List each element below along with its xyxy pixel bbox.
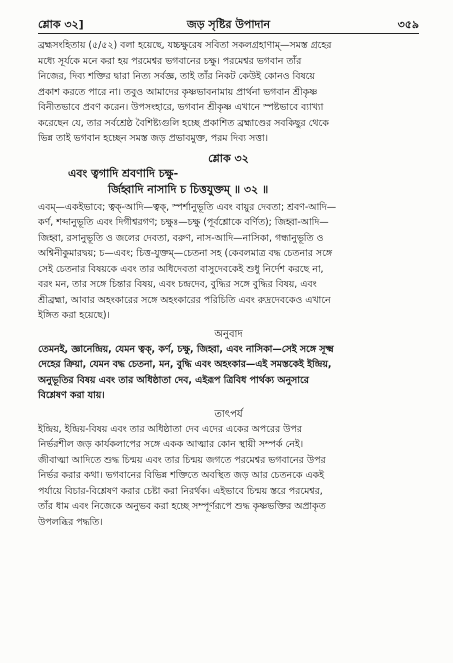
verse-text (38, 166, 419, 198)
intro-paragraph (38, 38, 419, 147)
verse-title: শ্লোক ৩২ (208, 151, 249, 165)
text-line: বিনীতভাবে প্রবণ করেন। উপসংহারে, ভগবান শ্রীকৃষ্ণ এখানে স্পষ্টভাবে ব্যাখ্যা (38, 102, 324, 113)
text-line: বরং মন, তার সঙ্গে চিন্তার বিষয়, এবং চন্দ্রদেব, বুদ্ধির সঙ্গে বুদ্ধির বিষয়, এবং (38, 279, 317, 290)
page-number: ৩৫৯ (397, 18, 419, 31)
text-line: তেমনই, জ্ঞানেন্দ্রিয়, যেমন ত্বক্, কর্ণ, চক্ষু, জিহ্বা, এবং নাসিকা—সেই সঙ্গে সূক্ষ্ম (38, 343, 334, 355)
text-line: পর্যায়ে বিচার-বিশ্লেষণ করার চেষ্টা করা নিরর্থক। এইভাবে চিন্ময় স্তরে পরমেশ্বর, (38, 485, 323, 497)
text-line: অনুভূতির বিষয় এবং তার অধিষ্ঠাতা দেব, এইরূপ ত্রিবিধ পার্থক্য অনুসারে (38, 374, 309, 386)
text-line: তাঁর ধাম এবং নিজেকে অনুভব করা হচ্ছে সম্পূর্ণরূপে শুদ্ধ কৃষ্ণভক্তির অপ্রাকৃত (38, 501, 326, 512)
text-line: ভিন্ন তাই ভগবান হচ্ছেন সমস্ত জড় প্রভাবমুক্ত, পরম দিব্য সত্তা। (38, 133, 268, 144)
text-line: নির্ভর করার কথা। ভগবানের বিভিন্ন শক্তিতে অবস্থিত জড় আর চেতনকে একই (38, 470, 324, 481)
verse-reference: শ্লোক ৩২] (38, 18, 84, 31)
header-rule (38, 33, 419, 34)
text-line: দেহের ক্রিয়া, যেমন বদ্ধ চেতনা, মন, বুদ্ধি এবং অহংকার—এই সমস্তকেই ইন্দ্রিয়, (38, 359, 332, 370)
text-line: নির্ভরশীল জড় কার্যকলাপের সঙ্গে একক আত্মার কোন স্থায়ী সম্পর্ক নেই। (38, 439, 304, 450)
text-line: উপলব্ধির পদ্ধতি। (38, 516, 103, 528)
text-line: সেই চেতনার বিষয়কে এবং তার অধিদেবতা বাসুদেবকেই শুধু নির্দেশ করছে না, (38, 263, 324, 275)
translation-paragraph (38, 342, 419, 404)
text-line: অশ্বিনীকুমারদ্বয়; চ—এবং; চিত্ত-যুক্তম্—চেতনা সহ (কেবলমাত্র বদ্ধ চেতনার সঙ্গে (38, 248, 333, 259)
purport-paragraph (38, 422, 419, 531)
text-line: নিজের, দিব্য শক্তির দ্বারা নিত্য সর্বজ্ঞ, তাই তাঁর নিকট কেউই কোনও বিষয়ে (38, 71, 315, 82)
page-body (38, 38, 419, 530)
chapter-title: জড় সৃষ্টির উপাদান (186, 18, 271, 31)
verse-line: র্জিহ্বাদি নাসাদি চ চিত্তযুক্তম্ ॥ ৩২ ॥ (108, 182, 269, 196)
text-line: মধ্যে সূর্যকে মনে করা হয় পরমেশ্বর ভগবানের চক্ষু। পরমেশ্বর ভগবান তাঁর (38, 55, 302, 67)
text-line: প্রকাশ করতে পারে না। তবুও আমাদের কৃষ্ণভাবনামায় প্রার্থনা ভগবান শ্রীকৃষ্ণ (38, 86, 318, 98)
text-line: ব্রহ্মসংহিতায় (৫/৫২) বলা হয়েছে, যচ্চক্ষুরেষ সবিতা সকলগ্রহাণাম্—সমস্ত গ্রহের (38, 40, 332, 51)
verse-line: এবং ত্বগাদি শ্রবণাদি চক্ষু- (68, 166, 179, 180)
text-line: বিশ্লেষণ করা যায়। (38, 390, 105, 401)
text-line: কর্ণ, শব্দানুভূতি এবং দিগীশ্বরগণ; চক্ষুঃ—চক্ষু (পূর্বশ্লোকে বর্ণিত); জিহ্বা-আদি— (38, 217, 329, 228)
synonyms-paragraph (38, 200, 419, 324)
text-line: করেছেন যে, তার সর্বশ্রেষ্ঠ বৈশিষ্ট্যগুলি হচ্ছে প্রকাশিত ব্রহ্মাণ্ডের সবকিছুর থেকে (38, 117, 329, 129)
page-header (38, 16, 419, 34)
translation-heading: অনুবাদ (214, 328, 243, 340)
purport-heading: তাৎপর্য (214, 408, 243, 420)
text-line: শ্রীব্রহ্মা, আবার অহংকারের সঙ্গে অহংকারের পরিচিতি এবং রুদ্রদেবকেও এখানে (38, 294, 331, 306)
text-line: জীবাত্মা আদিতে শুদ্ধ চিন্ময় এবং তার চিন্ময় জগতে পরমেশ্বর ভগবানের উপর (38, 454, 326, 466)
text-line: ইন্দ্রিয়, ইন্দ্রিয়-বিষয় এবং তার অধিষ্ঠাতা দেব এদের একের অপরের উপর (38, 423, 302, 435)
text-line: ইঙ্গিত করা হয়েছে)। (38, 310, 110, 321)
text-line: জিহ্বা, রসানুভূতি ও জলের দেবতা, বরুণ, নাস-আদি—নাসিকা, গন্ধানুভূতি ও (38, 232, 324, 244)
text-line: এবম্—একইভাবে; ত্বক্-আদি—ত্বক্, স্পর্শানুভূতি এবং বায়ুর দেবতা; শ্রবণ-আদি— (38, 201, 337, 213)
